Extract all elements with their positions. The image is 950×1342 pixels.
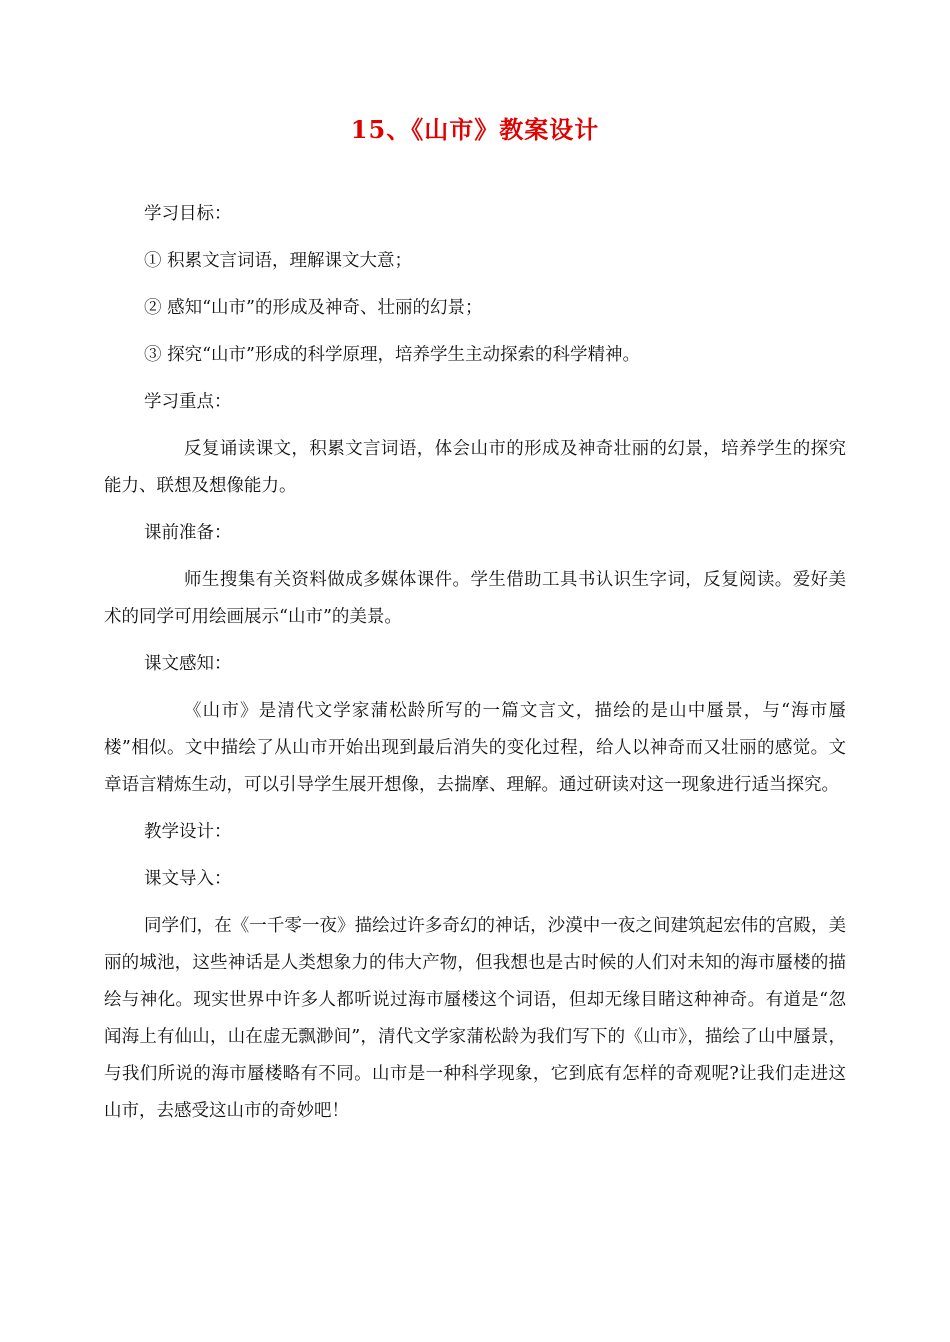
perception-paragraph: 《山市》是清代文学家蒲松龄所写的一篇文言文，描绘的是山中蜃景，与“海市蜃楼”相似。文中描绘了从山市开始出现到最后消失的变化过程，给人以神奇而又壮丽的感觉。文章语言精炼生动，可以引导学生展开想像，去揣摩、理解。通过研读对这一现象进行适当探究。 (104, 701, 846, 795)
design-label: 教学设计： (144, 822, 232, 842)
document-title: 15、《山市》教案设计 (350, 115, 600, 144)
perception-label: 课文感知： (144, 654, 232, 674)
focus-paragraph: 反复诵读课文，积累文言词语，体会山市的形成及神奇壮丽的幻景，培养学生的探究能力、联想及想像能力。 (104, 439, 846, 496)
objective-item: ① 积累文言词语，理解课文大意； (144, 251, 413, 271)
objective-item: ③ 探究“山市”形成的科学原理，培养学生主动探索的科学精神。 (144, 345, 640, 365)
objective-item: ② 感知“山市”的形成及神奇、壮丽的幻景； (144, 298, 483, 318)
prep-paragraph: 师生搜集有关资料做成多媒体课件。学生借助工具书认识生字词，反复阅读。爱好美术的同学可用绘画展示“山市”的美景。 (104, 570, 846, 627)
prep-label: 课前准备： (144, 523, 232, 543)
document-body (104, 196, 846, 1140)
focus-label: 学习重点： (144, 392, 232, 412)
objectives-label: 学习目标： (144, 204, 232, 224)
intro-label: 课文导入： (144, 869, 232, 889)
intro-paragraph: 同学们，在《一千零一夜》描绘过许多奇幻的神话，沙漠中一夜之间建筑起宏伟的宫殿，美丽的城池，这些神话是人类想象力的伟大产物，但我想也是古时候的人们对未知的海市蜃楼的描绘与神化。现实世界中许多人都听说过海市蜃楼这个词语，但却无缘目睹这种神奇。有道是“忽闻海上有仙山，山在虚无飘渺间”，清代文学家蒲松龄为我们写下的《山市》，描绘了山中蜃景，与我们所说的海市蜃楼略有不同。山市是一种科学现象，它到底有怎样的奇观呢?让我们走进这山市，去感受这山市的奇妙吧！ (104, 916, 846, 1121)
